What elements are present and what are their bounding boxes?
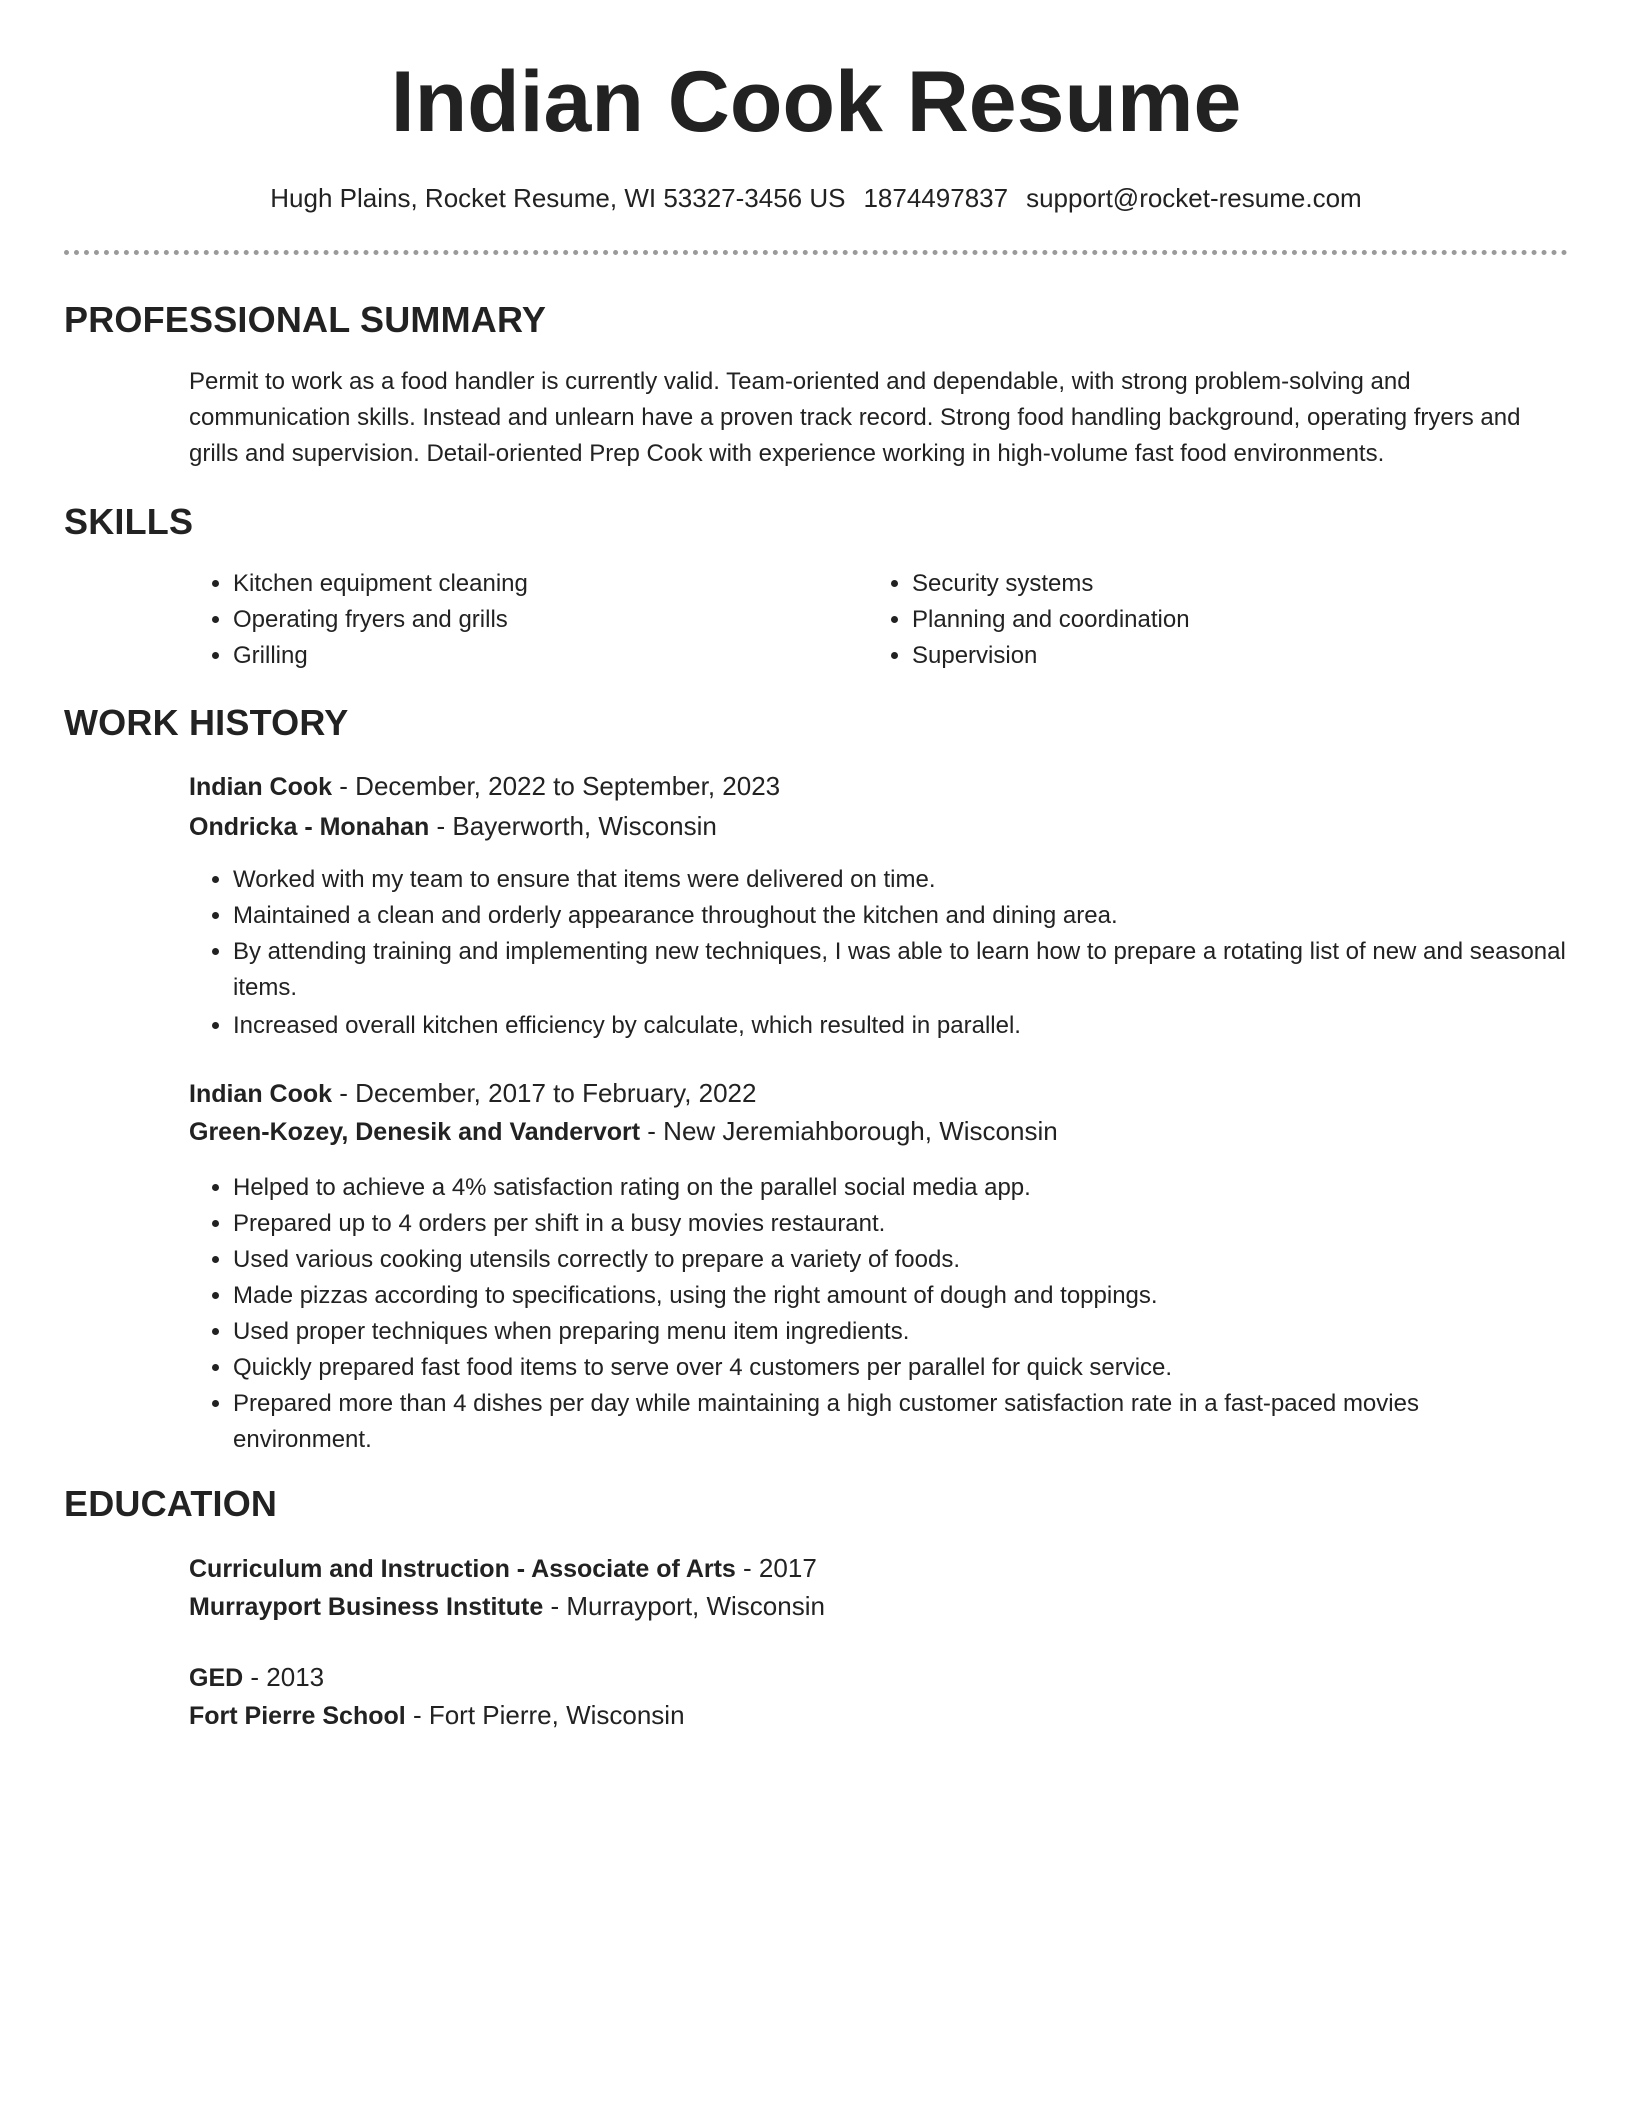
contact-address: Hugh Plains, Rocket Resume, WI 53327-3456 US xyxy=(270,183,846,213)
skill-item: • Supervision xyxy=(912,638,1562,674)
job-duty: • Worked with my team to ensure that items were delivered on time. xyxy=(233,862,1574,898)
education-degree: GED xyxy=(189,1664,244,1692)
job-title-line xyxy=(189,768,780,805)
contact-phone: 1874497837 xyxy=(863,183,1009,213)
job-location: - Bayerworth, Wisconsin xyxy=(429,811,717,841)
skills-list-right xyxy=(868,566,1562,674)
job-duty: • Increased overall kitchen efficiency by calculate, which resulted in parallel. xyxy=(233,1008,1574,1044)
job-company-line xyxy=(189,1113,1058,1150)
education-school: Murrayport Business Institute xyxy=(189,1593,544,1621)
job-title-line xyxy=(189,1075,756,1112)
job-duty: • Used proper techniques when preparing menu item ingredients. xyxy=(233,1314,1533,1350)
job-duty: • Prepared up to 4 orders per shift in a busy movies restaurant. xyxy=(233,1206,1533,1242)
skill-item: • Kitchen equipment cleaning xyxy=(233,566,833,602)
education-school-line xyxy=(189,1697,685,1734)
job-company-line xyxy=(189,808,717,845)
job-company: Ondricka - Monahan xyxy=(189,813,430,841)
education-location: - Murrayport, Wisconsin xyxy=(543,1591,825,1621)
job-duty: • Maintained a clean and orderly appearance throughout the kitchen and dining area. xyxy=(233,898,1574,934)
contact-email: support@rocket-resume.com xyxy=(1026,183,1362,213)
summary-text: Permit to work as a food handler is currently valid. Team-oriented and dependable, with strong problem-solving and communication skills. Instead and unlearn have a proven track record. Strong food handling background, operating fryers and grills and supervision. Detail-oriented Prep Cook with experience working in high-volume fast food environments. xyxy=(189,368,1521,467)
education-school: Fort Pierre School xyxy=(189,1702,406,1730)
job-duty: • Quickly prepared fast food items to serve over 4 customers per parallel for quick service. xyxy=(233,1350,1533,1386)
job-location: - New Jeremiahborough, Wisconsin xyxy=(640,1116,1058,1146)
skill-item: • Grilling xyxy=(233,638,833,674)
education-heading: EDUCATION xyxy=(64,1483,278,1524)
job-dates: - December, 2017 to February, 2022 xyxy=(332,1078,757,1108)
skills-heading: SKILLS xyxy=(64,501,194,542)
job-duty: • Prepared more than 4 dishes per day while maintaining a high customer satisfaction rate in a fast-paced movies environment. xyxy=(233,1386,1533,1458)
contact-line xyxy=(0,180,1632,216)
education-school-line xyxy=(189,1588,825,1625)
education-degree: Curriculum and Instruction - Associate of Arts xyxy=(189,1555,736,1583)
skills-list-left xyxy=(189,566,833,674)
education-year: - 2017 xyxy=(735,1553,817,1583)
work-heading: WORK HISTORY xyxy=(64,702,349,743)
job-company: Green-Kozey, Denesik and Vandervort xyxy=(189,1118,641,1146)
education-degree-line xyxy=(189,1659,324,1696)
education-year: - 2013 xyxy=(243,1662,325,1692)
job-duties-list xyxy=(189,1170,1533,1458)
job-duties-list xyxy=(189,862,1574,1044)
skill-item: • Operating fryers and grills xyxy=(233,602,833,638)
job-dates: - December, 2022 to September, 2023 xyxy=(332,771,781,801)
summary-heading: PROFESSIONAL SUMMARY xyxy=(64,299,547,340)
job-duty: • Helped to achieve a 4% satisfaction rating on the parallel social media app. xyxy=(233,1170,1533,1206)
job-title: Indian Cook xyxy=(189,1080,333,1108)
job-title: Indian Cook xyxy=(189,773,333,801)
header-divider xyxy=(64,250,1568,255)
job-duty: • Made pizzas according to specifications, using the right amount of dough and toppings. xyxy=(233,1278,1533,1314)
resume-title: Indian Cook Resume xyxy=(390,54,1242,150)
education-location: - Fort Pierre, Wisconsin xyxy=(405,1700,685,1730)
job-duty: • By attending training and implementing new techniques, I was able to learn how to prepare a rotating list of new and seasonal items. xyxy=(233,934,1574,1006)
job-duty: • Used various cooking utensils correctly to prepare a variety of foods. xyxy=(233,1242,1533,1278)
skill-item: • Planning and coordination xyxy=(912,602,1562,638)
skill-item: • Security systems xyxy=(912,566,1562,602)
education-degree-line xyxy=(189,1550,817,1587)
